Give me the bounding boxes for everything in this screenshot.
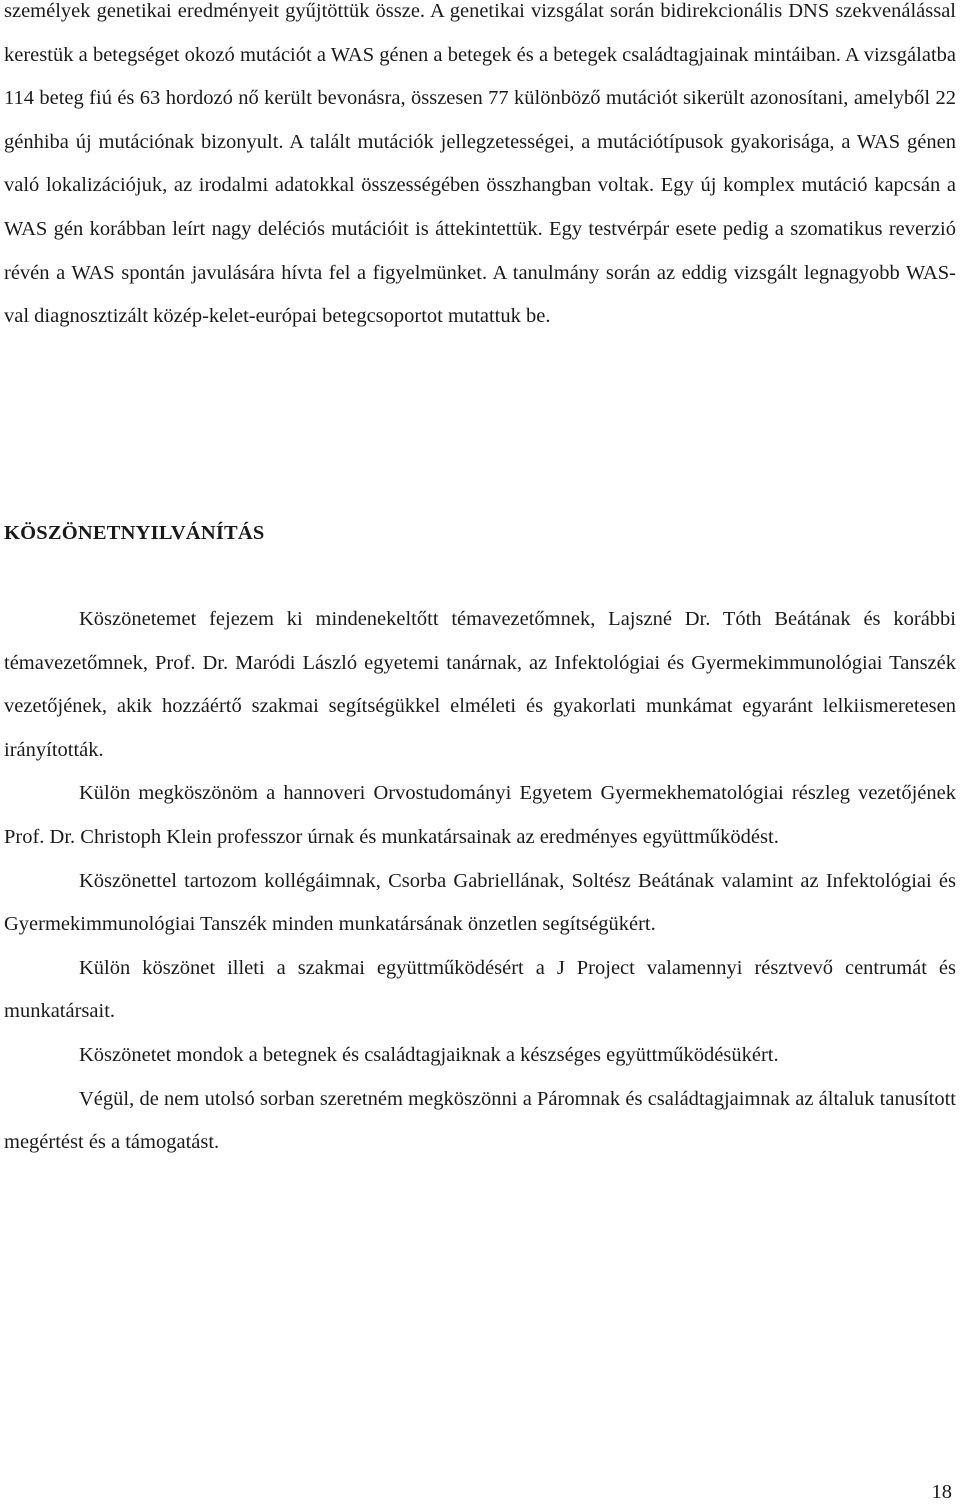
acknowledgement-paragraph: Külön köszönet illeti a szakmai együttműködésért a J Project valamennyi résztvevő centrumát és munkatársait. (4, 956, 956, 1023)
document-page (4, 0, 956, 1154)
acknowledgement-paragraph: Külön megköszönöm a hannoveri Orvostudományi Egyetem Gyermekhematológiai részleg vezetőjének Prof. Dr. Christoph Klein professzor úrnak és munkatársainak az eredményes együttműködést. (4, 782, 956, 848)
page-number: 18 (931, 1481, 952, 1503)
summary-paragraph: személyek genetikai eredményeit gyűjtöttük össze. A genetikai vizsgálat során bidirekcionális DNS szekvenálással kerestük a betegséget okozó mutációt a WAS génen a betegek és a betegek családtagjainak mintáiban. A vizsgálatba 114 beteg fiú és 63 hordozó nő került bevonásra, összesen 77 különböző mutációt sikerült azonosítani, amelyből 22 génhiba új mutációnak bizonyult. A talált mutációk jellegzetességei, a mutációtípusok gyakorisága, a WAS génen való lokalizációjuk, az irodalmi adatokkal összességében összhangban voltak. Egy új komplex mutáció kapcsán a WAS gén korábban leírt nagy deléciós mutációit is áttekintettük. Egy testvérpár esete pedig a szomatikus reverzió révén a WAS spontán javulására hívta fel a figyelmünket. A tanulmány során az eddig vizsgált legnagyobb WAS-val diagnosztizált közép-kelet-európai betegcsoportot mutattuk be. (4, 0, 956, 328)
acknowledgement-paragraph: Köszönetet mondok a betegnek és családtagjaiknak a készséges együttműködésükért. (79, 1043, 779, 1066)
acknowledgement-paragraph: Köszönettel tartozom kollégáimnak, Csorba Gabriellának, Soltész Beátának valamint az Infektológiai és Gyermekimmunológiai Tanszék minden munkatársának önzetlen segítségükért. (4, 869, 956, 936)
acknowledgement-section (4, 598, 956, 1165)
acknowledgement-heading: KÖSZÖNETNYILVÁNÍTÁS (4, 522, 265, 544)
acknowledgement-paragraph: Köszönetemet fejezem ki mindenekeltőtt témavezetőmnek, Lajszné Dr. Tóth Beátának és korábbi témavezetőmnek, Prof. Dr. Maródi László egyetemi tanárnak, az Infektológiai és Gyermekimmunológiai Tanszék vezetőjének, akik hozzáértő szakmai segítségükkel elméleti és gyakorlati munkámat egyaránt lelkiismeretesen irányították. (4, 608, 956, 761)
acknowledgement-paragraph: Végül, de nem utolsó sorban szeretném megköszönni a Páromnak és családtagjaimnak az általuk tanusított megértést és a támogatást. (4, 1087, 956, 1154)
